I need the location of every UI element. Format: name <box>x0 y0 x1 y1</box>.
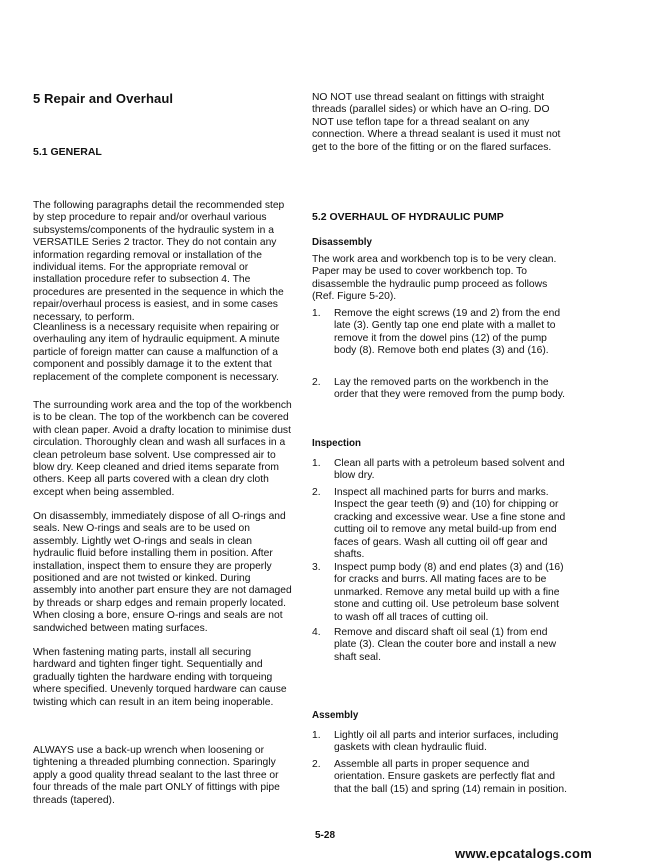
step-text: Lay the removed parts on the workbench in the order that they were removed from the pump body. <box>334 377 566 401</box>
list-item <box>312 458 570 483</box>
pump-heading: 5.2 OVERHAUL OF HYDRAULIC PUMP <box>312 211 504 223</box>
paragraph: On disassembly, immediately dispose of all O-rings and seals. New O-rings and seals are to be used on assembly. Lightly wet O-rings and seals in clean hydraulic fluid before installing them in position. After installation, inspect them to ensure they are properly positioned and are not twisted or kinked. During assembly into another part ensure they are not damaged by threads or sharp edges and remain properly located. When closing a bore, ensure O-rings and seals are not sandwiched between mating surfaces. <box>33 511 292 634</box>
assembly-heading: Assembly <box>312 710 359 721</box>
disassembly-intro: The work area and workbench top is to be very clean. Paper may be used to cover workbench top. To disassemble the hydraulic pump proceed as follows (Ref. Figure 5-20). <box>312 254 557 303</box>
step-text: Assemble all parts in proper sequence and orientation. Ensure gaskets are perfectly flat and that the ball (15) and spring (14) remain in position. <box>334 759 567 795</box>
step-number: 2. <box>312 487 321 498</box>
paragraph: NO NOT use thread sealant on fittings with straight threads (parallel sides) or which have an O-ring. DO NOT use teflon tape for a thread sealant on any connection. Where a thread sealant is used it must not get to the bore of the fitting or on the flared surfaces. <box>312 92 561 153</box>
step-number: 1. <box>312 458 321 469</box>
general-heading: 5.1 GENERAL <box>33 146 102 158</box>
step-number: 4. <box>312 627 321 638</box>
step-number: 3. <box>312 562 321 573</box>
step-text: Lightly oil all parts and interior surfaces, including gaskets with clean hydraulic fluid. <box>334 730 559 754</box>
step-number: 1. <box>312 730 321 741</box>
paragraph: ALWAYS use a back-up wrench when loosening or tightening a threaded plumbing connection. Sparingly apply a good quality thread sealant to the last three or four threads of the male part ONLY of fittings with pipe threads (tapered). <box>33 745 280 806</box>
watermark: www.epcatalogs.com <box>455 846 593 861</box>
step-number: 1. <box>312 308 321 319</box>
step-text: Remove the eight screws (19 and 2) from the end late (3). Gently tap one end plate with a mallet to remove it from the dowel pins (12) of the pump body (8). Remove both end plates (3) and (16). <box>334 308 561 357</box>
inspection-heading: Inspection <box>312 438 361 449</box>
section-heading: 5 Repair and Overhaul <box>33 91 174 106</box>
step-number: 2. <box>312 759 321 770</box>
list-item <box>312 730 570 755</box>
list-item <box>312 562 570 624</box>
step-text: Inspect all machined parts for burrs and marks. Inspect the gear teeth (9) and (10) for chipping or cracking and excessive wear. Use a fine stone and cutting oil to remove any metal build-up from end faces of gears. Wash all cutting oil off gear and shafts. <box>334 487 566 561</box>
paragraph: Cleanliness is a necessary requisite when repairing or overhauling any item of hydraulic equipment. A minute particle of foreign matter can cause a malfunction of a component and possibly damage it to the extent that replacement of the complete component is necessary. <box>33 322 280 383</box>
step-number: 2. <box>312 377 321 388</box>
list-item <box>312 627 570 664</box>
disassembly-heading: Disassembly <box>312 237 372 248</box>
list-item <box>312 487 570 561</box>
paragraph: When fastening mating parts, install all securing hardward and tighten finger tight. Sequentially and gradually tighten the hardware ending with torqueing where specified. Unevenly torqued hardware can cause twisting which can result in an item being inoperable. <box>33 647 287 708</box>
list-item <box>312 377 570 402</box>
step-text: Inspect pump body (8) and end plates (3) and (16) for cracks and burrs. All mating faces are to be unmarked. Remove any metal build up with a fine stone and cutting oil. Use petroleum base solvent to wash off all traces of cutting oil. <box>334 562 564 623</box>
paragraph: The following paragraphs detail the recommended step by step procedure to repair and/or overhaul various subsystems/components of the hydraulic system in a VERSATILE Series 2 tractor. They do not contain any information regarding removal or installation of the individual items. For the appropriate removal or installation procedure refer to subsection 4. The procedures are presented in the sequence in which the repair/overhaul process is easiest, and in some cases necessary, to perform. <box>33 200 285 323</box>
step-text: Remove and discard shaft oil seal (1) from end plate (3). Clean the couter bore and install a new shaft seal. <box>334 627 557 663</box>
list-item <box>312 759 570 796</box>
list-item <box>312 308 570 358</box>
step-text: Clean all parts with a petroleum based solvent and blow dry. <box>334 458 565 482</box>
paragraph: The surrounding work area and the top of the workbench is to be clean. The top of the workbench can be covered with clean paper. Avoid a drafty location to minimise dust circulation. Thoroughly clean and wash all surfaces in a clean petroleum base solvent. Use compressed air to blow dry. Keep cleaned and dried items separate from others. Keep all parts covered with a clean dry cloth except when being assembled. <box>33 400 292 498</box>
page-number: 5-28 <box>314 830 335 841</box>
